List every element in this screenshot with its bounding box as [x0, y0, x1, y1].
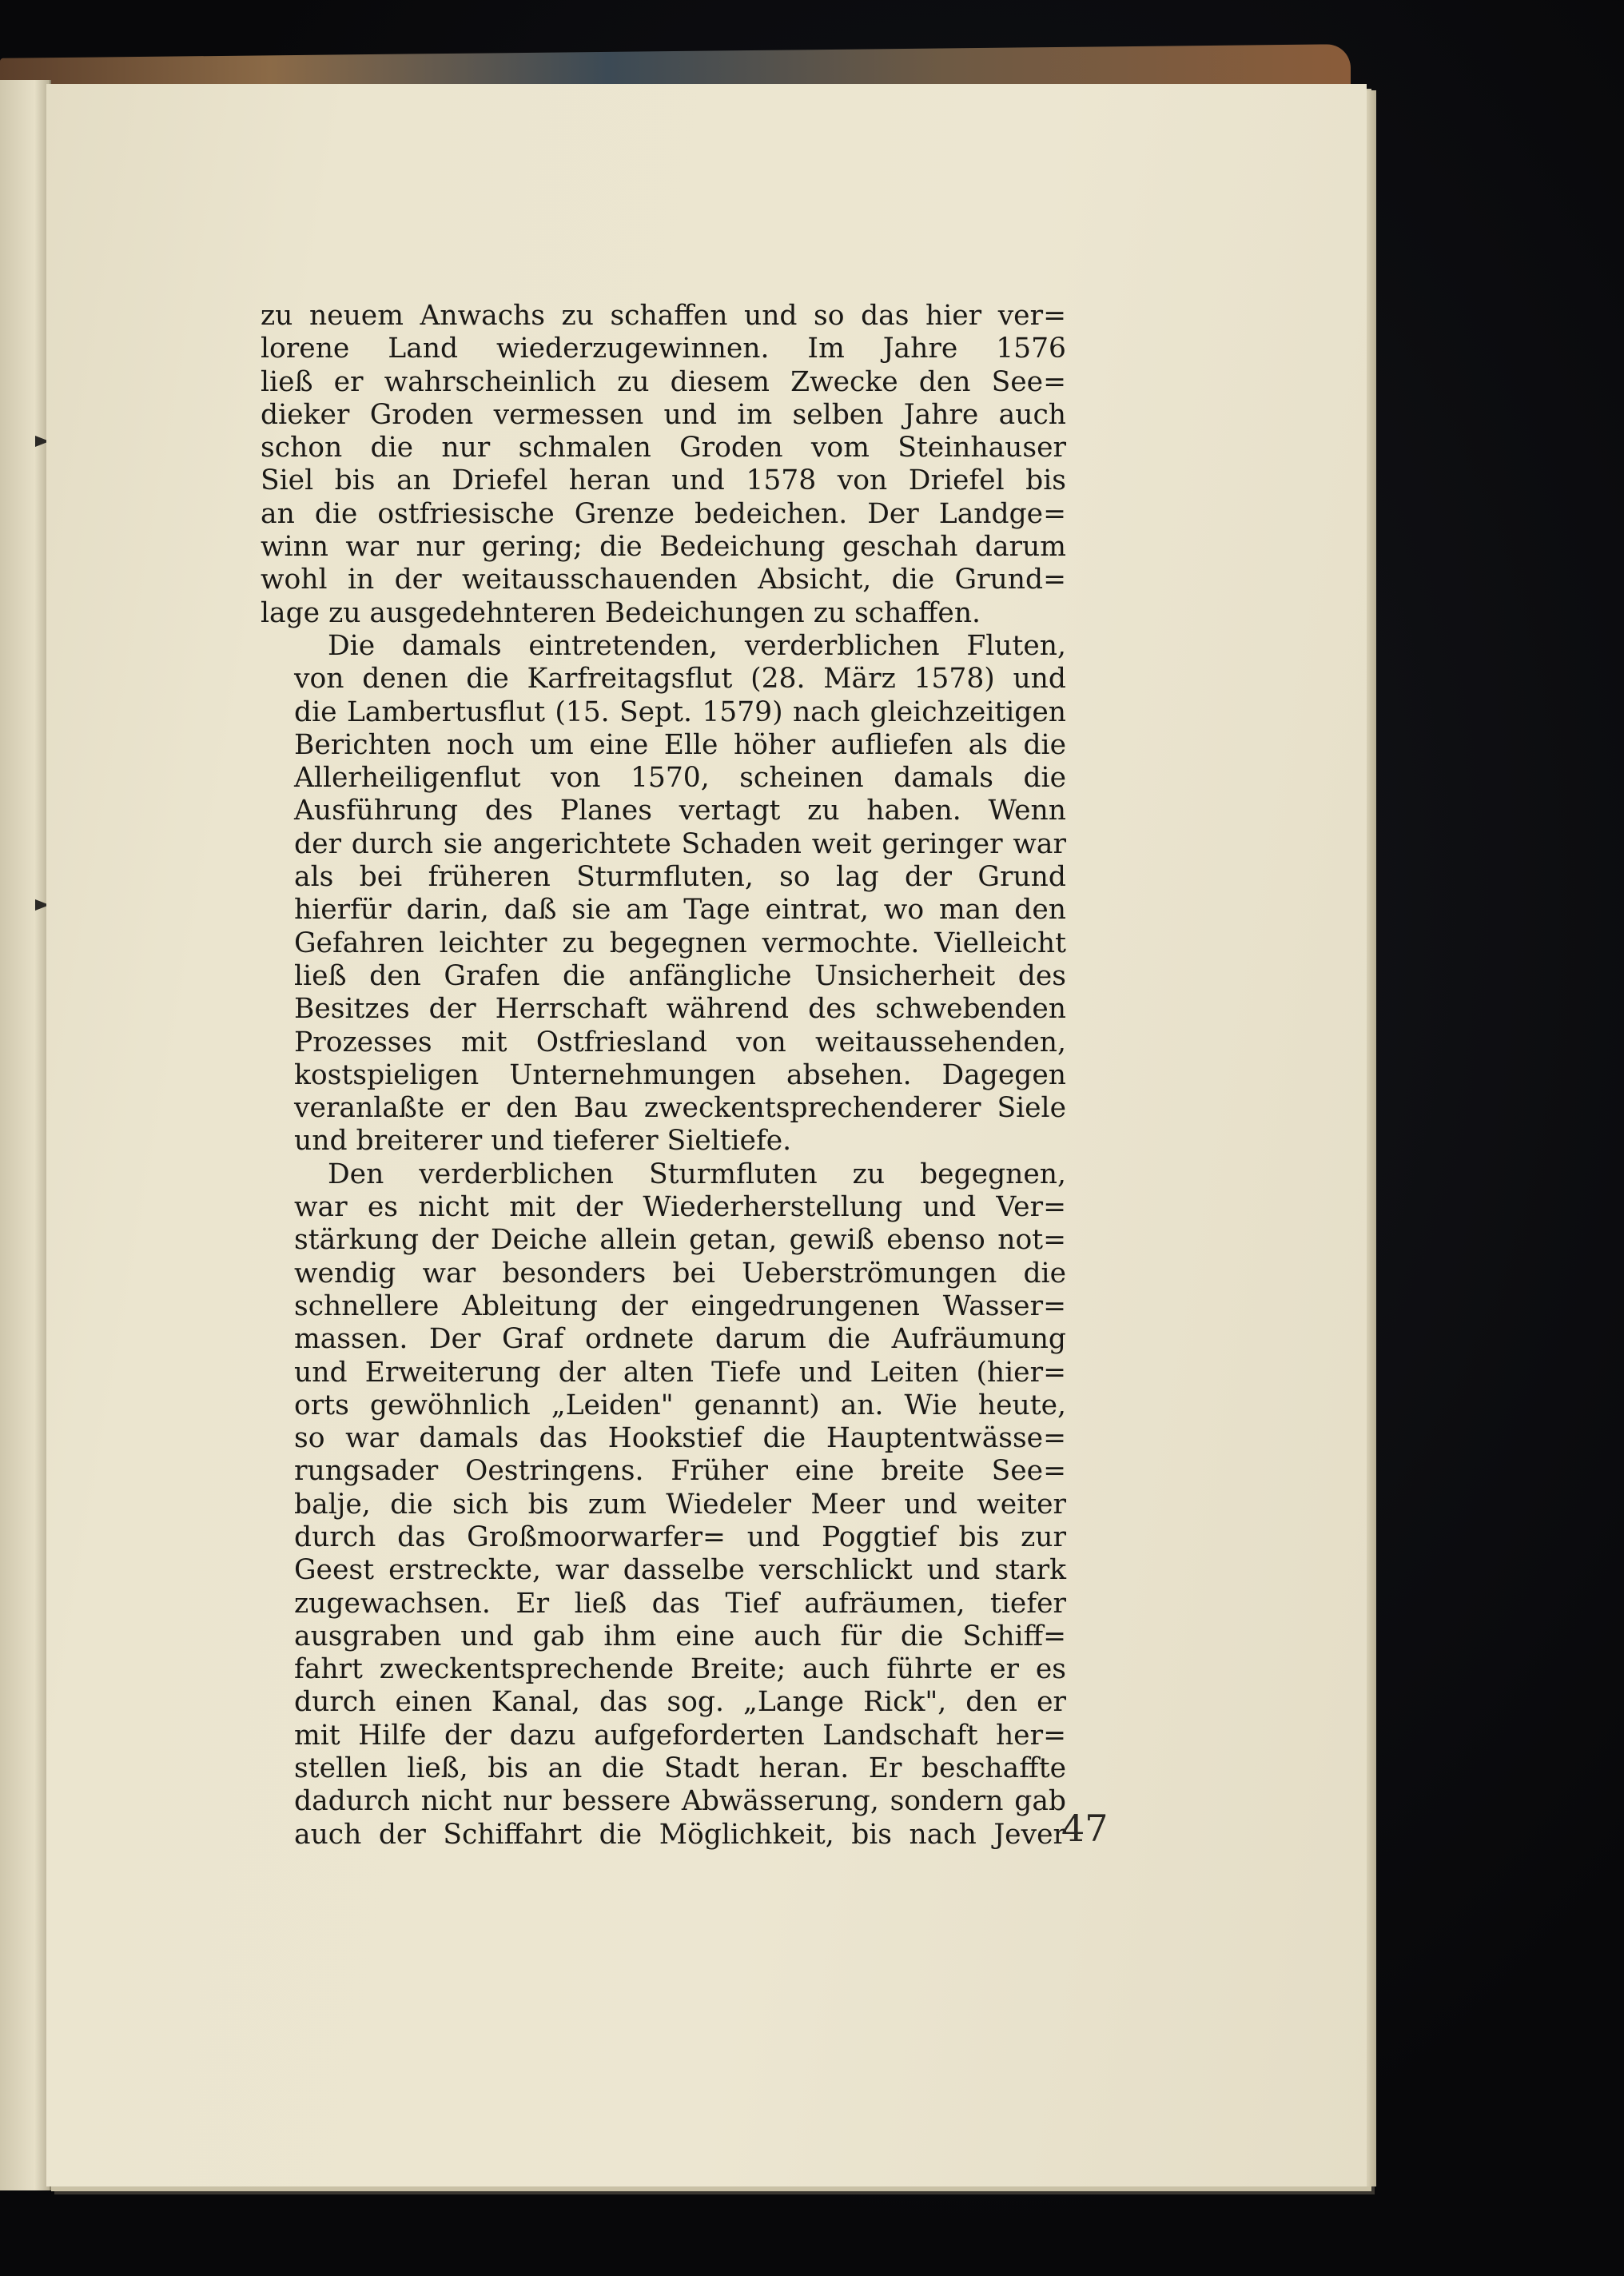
text-line: Allerheiligenflut von 1570, scheinen damals die	[294, 762, 1066, 795]
text-line: Die damals eintretenden, verderblichen Fluten,	[328, 629, 1066, 662]
text-line: fahrt zweckentsprechende Breite; auch führte er es	[294, 1653, 1066, 1686]
text-line: lorene Land wiederzugewinnen. Im Jahre 1576	[261, 333, 1066, 365]
text-line: wohl in der weitausschauenden Absicht, die Grund=	[261, 564, 1066, 596]
text-line: durch einen Kanal, das sog. „Lange Rick", den er	[294, 1686, 1066, 1719]
left-page-edge	[0, 80, 51, 2190]
text-line: und Erweiterung der alten Tiefe und Leiten (hier=	[294, 1356, 1066, 1389]
text-line: Berichten noch um eine Elle höher aufliefen als die	[294, 728, 1066, 761]
text-line: rungsader Oestringens. Früher eine breite See=	[294, 1455, 1066, 1488]
text-line: Geest erstreckte, war dasselbe verschlickt und stark	[294, 1554, 1066, 1587]
text-line: mit Hilfe der dazu aufgeforderten Landschaft her=	[294, 1719, 1066, 1752]
text-line: Siel bis an Driefel heran und 1578 von Driefel bis	[261, 464, 1066, 497]
text-line: durch das Großmoorwarfer= und Poggtief bis zur	[294, 1521, 1066, 1553]
text-line: zu neuem Anwachs zu schaffen und so das hier ver=	[261, 300, 1066, 332]
text-line: der durch sie angerichtete Schaden weit geringer war	[294, 827, 1066, 860]
text-line: schnellere Ableitung der eingedrungenen Wasser=	[294, 1289, 1066, 1322]
text-line: wendig war besonders bei Ueberströmungen die	[294, 1257, 1066, 1289]
text-line: Ausführung des Planes vertagt zu haben. Wenn	[294, 795, 1066, 827]
text-line: von denen die Karfreitagsflut (28. März 1578) und	[294, 663, 1066, 696]
paragraph	[261, 1158, 1066, 1851]
text-line: veranlaßte er den Bau zweckentsprechenderer Siele	[294, 1092, 1066, 1125]
text-line: schon die nur schmalen Groden vom Steinhauser	[261, 432, 1066, 464]
text-line: balje, die sich bis zum Wiedeler Meer und weiter	[294, 1488, 1066, 1521]
text-line: zugewachsen. Er ließ das Tief aufräumen, tiefer	[294, 1587, 1066, 1620]
text-line: Besitzes der Herrschaft während des schwebenden	[294, 993, 1066, 1026]
text-line: stärkung der Deiche allein getan, gewiß ebenso not=	[294, 1224, 1066, 1257]
page-number: 47	[1061, 1807, 1109, 1850]
text-line: lage zu ausgedehnteren Bedeichungen zu schaffen.	[261, 596, 981, 629]
text-line: massen. Der Graf ordnete darum die Aufräumung	[294, 1323, 1066, 1356]
text-line: dadurch nicht nur bessere Abwässerung, sondern gab	[294, 1785, 1066, 1818]
text-line: dieker Groden vermessen und im selben Jahre auch	[261, 398, 1066, 431]
text-line: auch der Schiffahrt die Möglichkeit, bis nach Jever	[294, 1818, 1066, 1851]
text-line: die Lambertusflut (15. Sept. 1579) nach gleichzeitigen	[294, 696, 1066, 728]
text-line: ließ er wahrscheinlich zu diesem Zwecke den See=	[261, 365, 1066, 398]
body-text	[261, 300, 1066, 1851]
text-line: Den verderblichen Sturmfluten zu begegnen,	[328, 1158, 1066, 1190]
text-line: Gefahren leichter zu begegnen vermochte. Vielleicht	[294, 927, 1066, 959]
text-line: ließ den Grafen die anfängliche Unsicherheit des	[294, 959, 1066, 992]
text-line: Prozesses mit Ostfriesland von weitaussehenden,	[294, 1026, 1066, 1058]
text-line: kostspieligen Unternehmungen absehen. Dagegen	[294, 1058, 1066, 1091]
paragraph	[261, 630, 1066, 1158]
text-line: so war damals das Hookstief die Hauptentwässe=	[294, 1422, 1066, 1455]
text-line: orts gewöhnlich „Leiden" genannt) an. Wie heute,	[294, 1389, 1066, 1421]
text-line: hierfür darin, daß sie am Tage eintrat, wo man den	[294, 894, 1066, 927]
text-line: als bei früheren Sturmfluten, so lag der Grund	[294, 861, 1066, 894]
text-line: ausgraben und gab ihm eine auch für die Schiff=	[294, 1620, 1066, 1652]
text-line: stellen ließ, bis an die Stadt heran. Er beschaffte	[294, 1752, 1066, 1785]
paragraph	[261, 300, 1066, 630]
book-page	[46, 84, 1367, 2186]
text-line: winn war nur gering; die Bedeichung geschah darum	[261, 531, 1066, 564]
text-line: und breiterer und tieferer Sieltiefe.	[294, 1125, 792, 1158]
text-line: an die ostfriesische Grenze bedeichen. Der Landge=	[261, 497, 1066, 530]
text-line: war es nicht mit der Wiederherstellung und Ver=	[294, 1191, 1066, 1224]
